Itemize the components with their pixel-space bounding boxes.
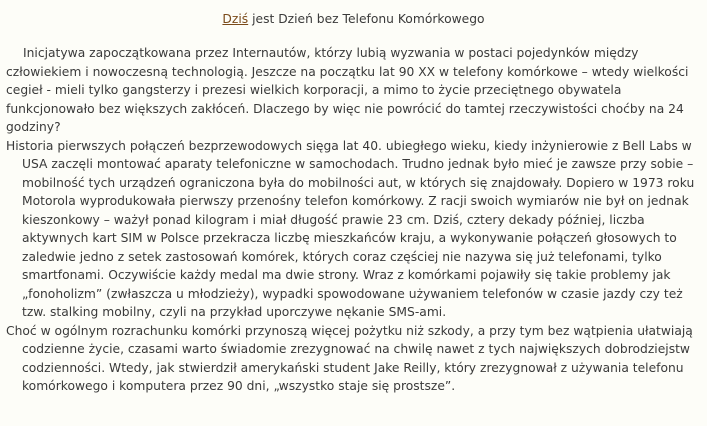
- article-paragraph-conclusion-text: Choć w ogólnym rozrachunku komórki przynoszą więcej pożytku niż szkody, a przy tym bez wątpienia ułatwiają codzienne życie, czasami warto świadomie zrezygnować na chwilę nawet z tych największych dobrodziejstw codzienności. Wtedy, jak stwierdził amerykański student Jake Reilly, który zrezygnował z używania telefonu komórkowego i komputera przez 90 dni, „wszystko staje się prostsze”.: [6, 323, 693, 393]
- article-paragraph-history-text: Historia pierwszych połączeń bezprzewodowych sięga lat 40. ubiegłego wieku, kiedy inżynierowie z Bell Labs w USA zaczęli montować aparaty telefoniczne w samochodach. Trudno jednak było mieć je zawsze przy sobie – mobilność tych urządzeń ograniczona była do mobilności aut, w których się znajdowały. Dopiero w 1973 roku Motorola wyprodukowała pierwszy przenośny telefon komórkowy. Z racji swoich wymiarów nie był on jednak kieszonkowy – ważył ponad kilogram i miał długość prawie 23 cm. Dziś, cztery dekady później, liczba aktywnych kart SIM w Polsce przekracza liczbę mieszkańców kraju, a wykonywanie połączeń głosowych to zaledwie jedno z setek zastosowań komórek, których coraz częściej nie nazywa się już telefonami, tylko smartfonami. Oczywiście każdy medal ma dwie strony. Wraz z komórkami pojawiły się takie problemy jak „fonoholizm” (zwłaszcza u młodzieży), wypadki spowodowane używaniem telefonów w czasie jazdy czy też tzw. stalking mobilny, czyli na przykład uporczywe nękanie SMS-ami.: [6, 138, 695, 319]
- article-paragraph-conclusion: [6, 322, 701, 396]
- title-text: jest Dzień bez Telefonu Komórkowego: [248, 12, 485, 26]
- article-paragraph-history: [6, 137, 701, 322]
- page-title: [6, 10, 701, 28]
- title-date-link[interactable]: Dziś: [222, 12, 249, 26]
- article-paragraph-intro: Inicjatywa zapoczątkowana przez Internautów, którzy lubią wyzwania w postaci pojedynków między człowiekiem i nowoczesną technologią. Jeszcze na początku lat 90 XX w telefony komórkowe – wtedy wielkości cegieł - mieli tylko gangsterzy i prezesi wielkich korporacji, a mimo to życie przeciętnego obywatela funkcjonowało bez większych zakłóceń. Dlaczego by więc nie powrócić do tamtej rzeczywistości choćby na 24 godziny?: [6, 46, 689, 134]
- article-body: [6, 44, 701, 396]
